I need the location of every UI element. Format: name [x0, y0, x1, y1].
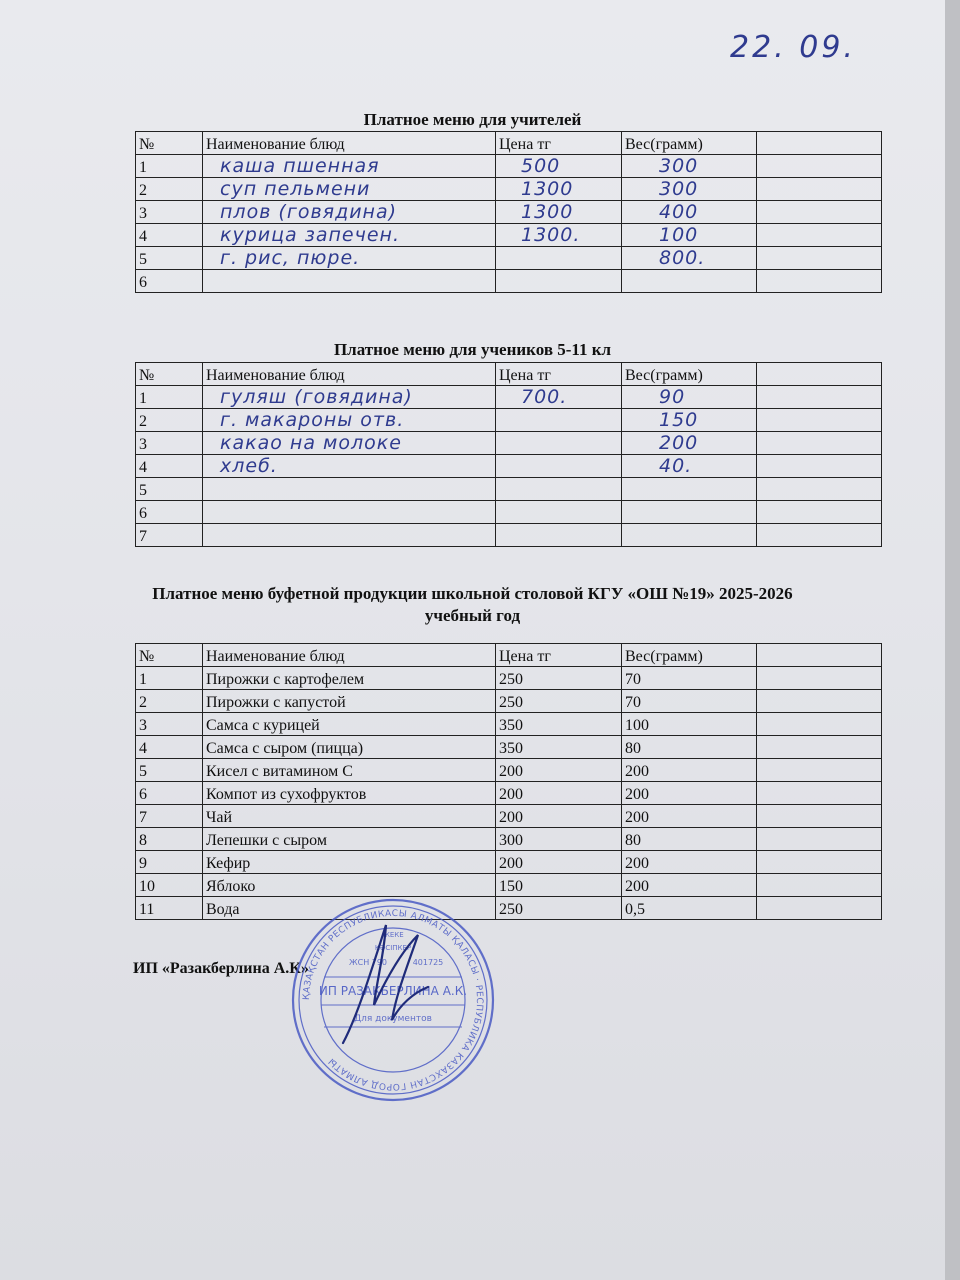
- handwritten-weight-cell: [622, 501, 757, 524]
- name-cell: Яблоко: [203, 874, 496, 897]
- empty-cell: [757, 828, 882, 851]
- handwritten-weight-cell: 200: [622, 432, 757, 455]
- price-cell: 350: [496, 736, 622, 759]
- table-row: [136, 874, 882, 897]
- table-header-row: [136, 132, 882, 155]
- handwritten-name-cell: г. макароны отв.: [203, 409, 496, 432]
- price-cell: 300: [496, 828, 622, 851]
- price-cell: 150: [496, 874, 622, 897]
- name-cell: Вода: [203, 897, 496, 920]
- handwritten-price-cell: [496, 247, 622, 270]
- table-row: [136, 270, 882, 293]
- table-row: [136, 759, 882, 782]
- empty-cell: [757, 247, 882, 270]
- empty-cell: [757, 713, 882, 736]
- handwritten-weight-cell: [622, 478, 757, 501]
- handwritten-weight-cell: 300: [622, 155, 757, 178]
- handwritten-name-cell: [203, 478, 496, 501]
- price-cell: 200: [496, 805, 622, 828]
- column-header: Цена тг: [496, 132, 622, 155]
- handwritten-name-cell: каша пшенная: [203, 155, 496, 178]
- handwritten-name-cell: [203, 524, 496, 547]
- n-cell: 5: [136, 478, 203, 501]
- name-cell: Самса с сыром (пицца): [203, 736, 496, 759]
- empty-cell: [757, 224, 882, 247]
- name-cell: Самса с курицей: [203, 713, 496, 736]
- column-header: №: [136, 644, 203, 667]
- handwritten-name-cell: курица запечен.: [203, 224, 496, 247]
- n-cell: 8: [136, 828, 203, 851]
- handwritten-price-cell: [496, 270, 622, 293]
- empty-cell: [757, 690, 882, 713]
- n-cell: 6: [136, 782, 203, 805]
- n-cell: 10: [136, 874, 203, 897]
- table-row: [136, 667, 882, 690]
- handwritten-price-cell: 1300.: [496, 224, 622, 247]
- students-menu-table: [135, 362, 882, 547]
- name-cell: Лепешки с сыром: [203, 828, 496, 851]
- handwritten-weight-cell: 90: [622, 386, 757, 409]
- name-cell: Компот из сухофруктов: [203, 782, 496, 805]
- empty-cell: [757, 432, 882, 455]
- handwritten-weight-cell: [622, 524, 757, 547]
- handwritten-name-cell: [203, 270, 496, 293]
- handwritten-price-cell: 1300: [496, 178, 622, 201]
- weight-cell: 200: [622, 759, 757, 782]
- column-header: Цена тг: [496, 644, 622, 667]
- handwritten-name-cell: какао на молоке: [203, 432, 496, 455]
- table-row: [136, 524, 882, 547]
- handwritten-weight-cell: 800.: [622, 247, 757, 270]
- handwritten-weight-cell: 100: [622, 224, 757, 247]
- n-cell: 11: [136, 897, 203, 920]
- handwritten-weight-cell: 400: [622, 201, 757, 224]
- empty-cell: [757, 897, 882, 920]
- empty-cell: [757, 270, 882, 293]
- empty-cell: [757, 736, 882, 759]
- column-header: [757, 132, 882, 155]
- empty-cell: [757, 455, 882, 478]
- handwritten-date: 22. 09.: [730, 30, 856, 65]
- table-row: [136, 178, 882, 201]
- stamp-line-top2: КӘСІПКЕР: [374, 944, 412, 952]
- n-cell: 7: [136, 805, 203, 828]
- table-row: [136, 851, 882, 874]
- empty-cell: [757, 524, 882, 547]
- empty-cell: [757, 155, 882, 178]
- handwritten-price-cell: [496, 455, 622, 478]
- table-row: [136, 409, 882, 432]
- teachers-menu-title: Платное меню для учителей: [363, 110, 582, 129]
- weight-cell: 200: [622, 851, 757, 874]
- handwritten-price-cell: [496, 524, 622, 547]
- n-cell: 2: [136, 690, 203, 713]
- empty-cell: [757, 782, 882, 805]
- column-header: [757, 363, 882, 386]
- name-cell: Пирожки с капустой: [203, 690, 496, 713]
- column-header: Наименование блюд: [203, 363, 496, 386]
- table-row: [136, 224, 882, 247]
- n-cell: 3: [136, 713, 203, 736]
- table-row: [136, 897, 882, 920]
- handwritten-price-cell: [496, 432, 622, 455]
- empty-cell: [757, 201, 882, 224]
- table-row: [136, 432, 882, 455]
- empty-cell: [757, 478, 882, 501]
- column-header: Цена тг: [496, 363, 622, 386]
- n-cell: 3: [136, 432, 203, 455]
- handwritten-price-cell: [496, 478, 622, 501]
- weight-cell: 200: [622, 874, 757, 897]
- n-cell: 2: [136, 178, 203, 201]
- handwritten-weight-cell: [622, 270, 757, 293]
- table-header-row: [136, 363, 882, 386]
- price-cell: 250: [496, 690, 622, 713]
- handwritten-weight-cell: 40.: [622, 455, 757, 478]
- n-cell: 4: [136, 736, 203, 759]
- n-cell: 6: [136, 501, 203, 524]
- table-row: [136, 501, 882, 524]
- handwritten-name-cell: плов (говядина): [203, 201, 496, 224]
- table-row: [136, 247, 882, 270]
- empty-cell: [757, 501, 882, 524]
- n-cell: 4: [136, 455, 203, 478]
- handwritten-weight-cell: 150: [622, 409, 757, 432]
- price-cell: 250: [496, 897, 622, 920]
- empty-cell: [757, 409, 882, 432]
- stamp-line-top1: ЖЕКЕ: [382, 931, 404, 939]
- price-cell: 200: [496, 782, 622, 805]
- empty-cell: [757, 386, 882, 409]
- weight-cell: 100: [622, 713, 757, 736]
- name-cell: Кисел с витамином С: [203, 759, 496, 782]
- table-header-row: [136, 644, 882, 667]
- table-row: [136, 690, 882, 713]
- table-row: [136, 828, 882, 851]
- handwritten-name-cell: гуляш (говядина): [203, 386, 496, 409]
- n-cell: 6: [136, 270, 203, 293]
- n-cell: 5: [136, 759, 203, 782]
- name-cell: Кефир: [203, 851, 496, 874]
- n-cell: 1: [136, 667, 203, 690]
- handwritten-name-cell: хлеб.: [203, 455, 496, 478]
- empty-cell: [757, 759, 882, 782]
- empty-cell: [757, 874, 882, 897]
- n-cell: 1: [136, 386, 203, 409]
- table-row: [136, 713, 882, 736]
- students-menu-title: Платное меню для учеников 5-11 кл: [333, 340, 612, 359]
- column-header: Вес(грамм): [622, 132, 757, 155]
- weight-cell: 70: [622, 690, 757, 713]
- weight-cell: 200: [622, 805, 757, 828]
- empty-cell: [757, 178, 882, 201]
- n-cell: 3: [136, 201, 203, 224]
- handwritten-price-cell: [496, 501, 622, 524]
- teachers-menu-table: [135, 131, 882, 293]
- column-header: [757, 644, 882, 667]
- empty-cell: [757, 851, 882, 874]
- buffet-menu-title-line2: учебный год: [424, 606, 521, 625]
- table-row: [136, 736, 882, 759]
- n-cell: 9: [136, 851, 203, 874]
- weight-cell: 200: [622, 782, 757, 805]
- handwritten-weight-cell: 300: [622, 178, 757, 201]
- name-cell: Чай: [203, 805, 496, 828]
- price-cell: 200: [496, 851, 622, 874]
- name-cell: Пирожки с картофелем: [203, 667, 496, 690]
- price-cell: 350: [496, 713, 622, 736]
- handwritten-name-cell: [203, 501, 496, 524]
- signer-name: ИП «Разакберлина А.К»: [133, 960, 309, 977]
- handwritten-price-cell: 500: [496, 155, 622, 178]
- table-row: [136, 455, 882, 478]
- handwritten-name-cell: суп пельмени: [203, 178, 496, 201]
- n-cell: 5: [136, 247, 203, 270]
- n-cell: 4: [136, 224, 203, 247]
- price-cell: 200: [496, 759, 622, 782]
- table-row: [136, 386, 882, 409]
- table-row: [136, 155, 882, 178]
- price-cell: 250: [496, 667, 622, 690]
- table-row: [136, 805, 882, 828]
- stamp-purpose: Для документов: [354, 1014, 432, 1024]
- n-cell: 2: [136, 409, 203, 432]
- buffet-menu-title-line1: Платное меню буфетной продукции школьной столовой КГУ «ОШ №19» 2025-2026: [152, 584, 793, 603]
- handwritten-price-cell: 1300: [496, 201, 622, 224]
- empty-cell: [757, 667, 882, 690]
- weight-cell: 70: [622, 667, 757, 690]
- handwritten-name-cell: г. рис, пюре.: [203, 247, 496, 270]
- table-row: [136, 201, 882, 224]
- empty-cell: [757, 805, 882, 828]
- weight-cell: 80: [622, 736, 757, 759]
- stamp-name: ИП РАЗАКБЕРЛИНА А.К.: [318, 984, 468, 998]
- handwritten-price-cell: [496, 409, 622, 432]
- stamp-id-line: ЖСН 790: [348, 958, 388, 967]
- column-header: №: [136, 132, 203, 155]
- column-header: Наименование блюд: [203, 644, 496, 667]
- handwritten-price-cell: 700.: [496, 386, 622, 409]
- company-stamp: [288, 895, 498, 1105]
- column-header: №: [136, 363, 203, 386]
- column-header: Вес(грамм): [622, 644, 757, 667]
- weight-cell: 0,5: [622, 897, 757, 920]
- n-cell: 1: [136, 155, 203, 178]
- column-header: Наименование блюд: [203, 132, 496, 155]
- n-cell: 7: [136, 524, 203, 547]
- buffet-menu-table: [135, 643, 882, 920]
- weight-cell: 80: [622, 828, 757, 851]
- table-row: [136, 782, 882, 805]
- stamp-outer-text: ҚАЗАҚСТАН РЕСПУБЛИКАСЫ АЛМАТЫ ҚАЛАСЫ · РЕСПУБЛИКА КАЗАХСТАН ГОРОД АЛМАТЫ: [301, 908, 485, 1092]
- table-row: [136, 478, 882, 501]
- column-header: Вес(грамм): [622, 363, 757, 386]
- stamp-id-suffix: 401725: [412, 958, 444, 967]
